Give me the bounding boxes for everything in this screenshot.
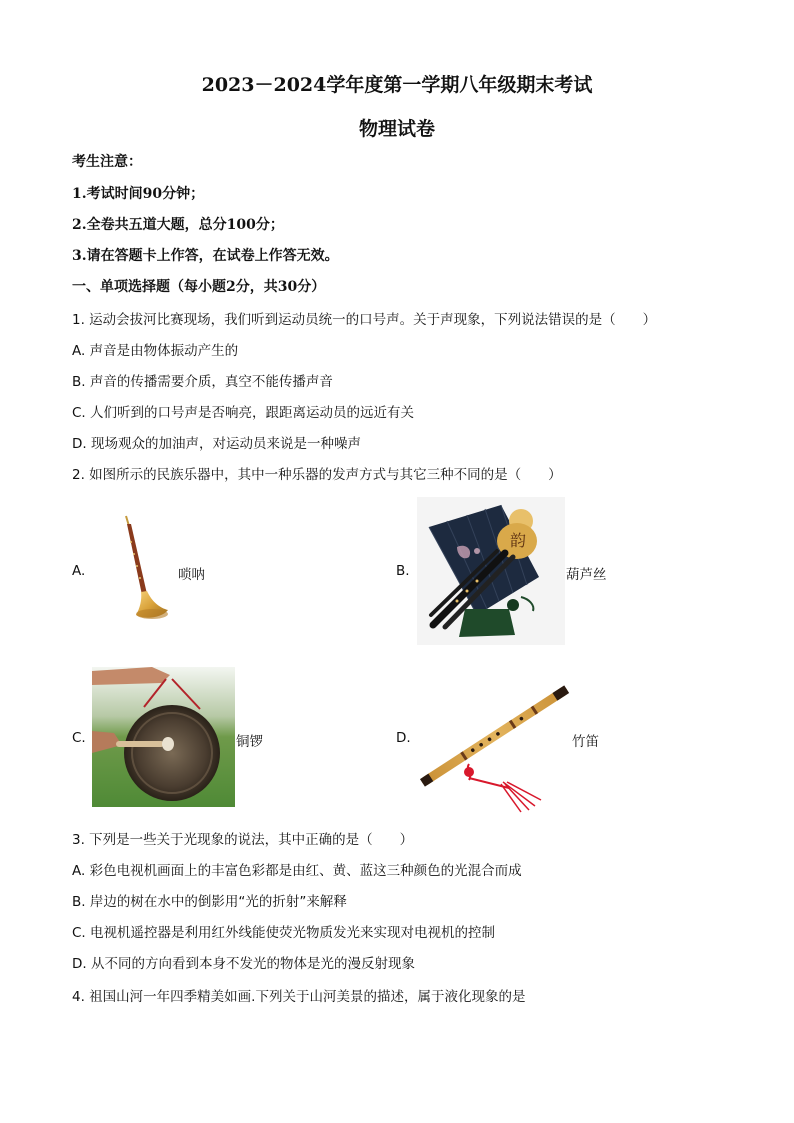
q3-stem: 3. 下列是一些关于光现象的说法，其中正确的是（ ） <box>72 832 414 848</box>
exam-title: 2023－2024学年度第一学期八年级期末考试 <box>201 74 593 96</box>
q3-option-b: B. 岸边的树在水中的倒影用“光的折射”来解释 <box>72 894 347 910</box>
hulusi-image <box>417 497 565 645</box>
notice-item-1: 1.考试时间90分钟； <box>72 186 205 202</box>
section-heading: 一、单项选择题（每小题2分，共30分） <box>72 279 326 295</box>
svg-text:韵: 韵 <box>510 531 527 550</box>
q3-option-a: A. 彩色电视机画面上的丰富色彩都是由红、黄、蓝这三种颜色的光混合而成 <box>72 863 522 879</box>
q2-option-b-name: 葫芦丝 <box>566 567 607 583</box>
gong-image <box>92 667 235 807</box>
q1-option-d: D. 现场观众的加油声，对运动员来说是一种噪声 <box>72 436 361 452</box>
q2-option-d-letter: D. <box>396 730 411 746</box>
flute-image <box>417 660 572 815</box>
q2-option-a-letter: A. <box>72 563 86 579</box>
q1-option-a: A. 声音是由物体振动产生的 <box>72 343 239 359</box>
q2-option-b-letter: B. <box>396 563 410 579</box>
q2-stem: 2. 如图所示的民族乐器中，其中一种乐器的发声方式与其它三种不同的是（ ） <box>72 467 562 483</box>
q2-option-c-letter: C. <box>72 730 86 746</box>
notice-item-2: 2.全卷共五道大题，总分100分； <box>72 217 284 233</box>
q3-option-d: D. 从不同的方向看到本身不发光的物体是光的漫反射现象 <box>72 956 415 972</box>
q4-stem: 4. 祖国山河一年四季精美如画.下列关于山河美景的描述，属于液化现象的是 <box>72 989 526 1005</box>
notice-item-3: 3.请在答题卡上作答，在试卷上作答无效。 <box>72 248 339 264</box>
notice-heading: 考生注意： <box>72 154 142 170</box>
q2-option-d-name: 竹笛 <box>572 734 599 750</box>
q1-stem: 1. 运动会拔河比赛现场，我们听到运动员统一的口号声。关于声现象，下列说法错误的是（ ） <box>72 312 657 328</box>
q3-option-c: C. 电视机遥控器是利用红外线能使荧光物质发光来实现对电视机的控制 <box>72 925 496 941</box>
q2-option-c-name: 铜锣 <box>236 734 263 750</box>
q2-option-a-name: 唢呐 <box>178 567 205 583</box>
q1-option-c: C. 人们听到的口号声是否响亮，跟距离运动员的远近有关 <box>72 405 415 421</box>
exam-subtitle: 物理试卷 <box>358 118 435 140</box>
suona-image <box>118 512 173 622</box>
q1-option-b: B. 声音的传播需要介质，真空不能传播声音 <box>72 374 333 390</box>
